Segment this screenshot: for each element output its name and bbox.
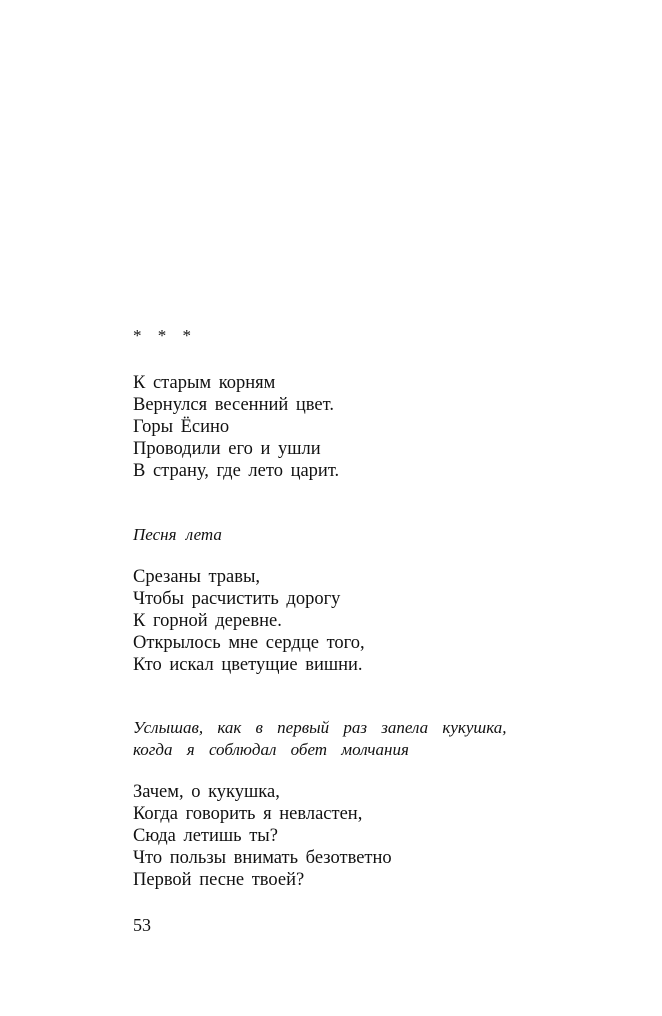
poem-2-title (133, 524, 222, 546)
poem-line: К старым корням (133, 373, 276, 393)
poem-title-line: когда я соблюдал обет молчания (133, 740, 409, 759)
poem-line: Чтобы расчистить дорогу (133, 589, 341, 609)
poem-line: Зачем, о кукушка, (133, 782, 280, 802)
poem-2 (133, 566, 365, 676)
poem-3 (133, 781, 392, 891)
poem-line: Когда говорить я невластен, (133, 804, 363, 824)
poem-line: Вернулся весенний цвет. (133, 395, 334, 415)
poem-line: Горы Ёсино (133, 417, 230, 437)
page-number: 53 (133, 915, 151, 935)
poem-line: Кто искал цветущие вишни. (133, 655, 363, 675)
poem-line: Открылось мне сердце того, (133, 633, 365, 653)
poem-line: Срезаны травы, (133, 567, 261, 587)
poem-line: Проводили его и ушли (133, 439, 321, 459)
poem-line: Сюда летишь ты? (133, 826, 278, 846)
poem-title-line: Песня лета (133, 525, 222, 544)
section-separator: * * * (133, 326, 197, 345)
poem-line: К горной деревне. (133, 611, 282, 631)
poem-3-title (133, 717, 507, 761)
poem-line: Что пользы внимать безответно (133, 848, 392, 868)
poem-title-line: Услышав, как в первый раз запела кукушка, (133, 718, 507, 737)
poem-line: Первой песне твоей? (133, 870, 305, 890)
poem-line: В страну, где лето царит. (133, 461, 340, 481)
poem-1 (133, 372, 339, 482)
